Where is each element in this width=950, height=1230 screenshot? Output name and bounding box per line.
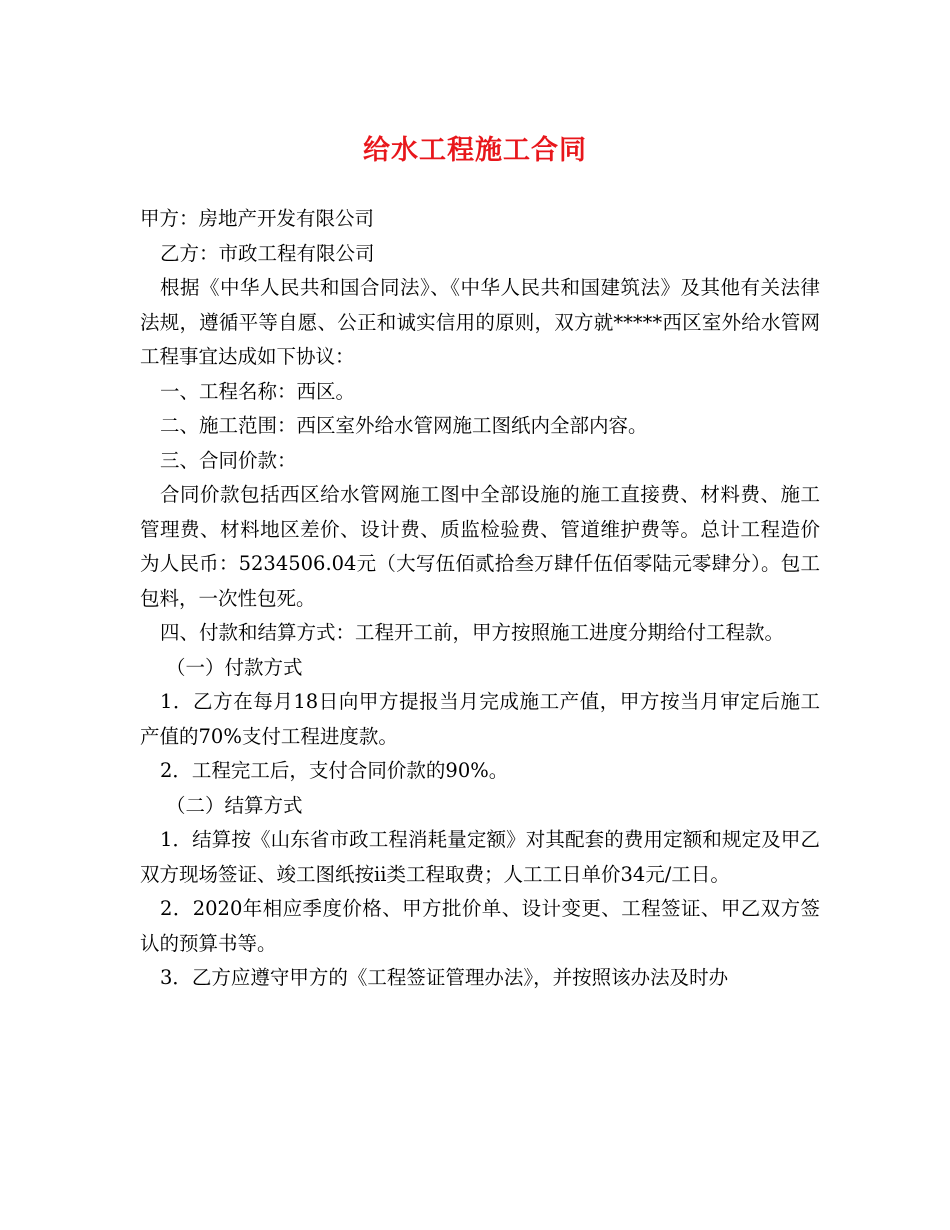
contract-price-paragraph: 合同价款包括西区给水管网施工图中全部设施的施工直接费、材料费、施工管理费、材料地区差价、设计费、质监检验费、管道维护费等。总计工程造价为人民币：5234506.04元（大写伍佰贰拾叁万肆仟伍佰零陆元零肆分）。包工包料，一次性包死。 xyxy=(140,483,820,610)
settlement-item-2: 2．2020年相应季度价格、甲方批价单、设计变更、工程签证、甲乙双方签认的预算书等。 xyxy=(140,897,820,955)
clause-contract-price-heading: 三、合同价款： xyxy=(160,448,297,472)
payment-item-2: 2．工程完工后，支付合同价款的90%。 xyxy=(160,759,509,782)
clause-payment-settlement: 四、付款和结算方式：工程开工前，甲方按照施工进度分期给付工程款。 xyxy=(160,621,785,644)
subsection-payment-method: （一）付款方式 xyxy=(166,655,303,679)
settlement-item-1: 1．结算按《山东省市政工程消耗量定额》对其配套的费用定额和规定及甲乙双方现场签证、竣工图纸按ii类工程取费；人工工日单价34元/工日。 xyxy=(140,828,820,886)
party-b-line: 乙方：市政工程有限公司 xyxy=(160,241,375,265)
subsection-settlement-method: （二）结算方式 xyxy=(166,793,303,817)
clause-project-name: 一、工程名称：西区。 xyxy=(160,379,356,403)
clause-construction-scope: 二、施工范围：西区室外给水管网施工图纸内全部内容。 xyxy=(160,414,648,437)
payment-item-1: 1．乙方在每月18日向甲方提报当月完成施工产值，甲方按当月审定后施工产值的70%支付工程进度款。 xyxy=(140,690,820,748)
document-body xyxy=(140,202,820,996)
settlement-item-3: 3．乙方应遵守甲方的《工程签证管理办法》，并按照该办法及时办 xyxy=(160,966,729,989)
preamble-paragraph: 根据《中华人民共和国合同法》、《中华人民共和国建筑法》及其他有关法律法规，遵循平等自愿、公正和诚实信用的原则，双方就*****西区室外给水管网工程事宜达成如下协议： xyxy=(140,276,820,368)
document-title: 给水工程施工合同 xyxy=(363,135,587,166)
party-a-line: 甲方：房地产开发有限公司 xyxy=(140,207,375,230)
